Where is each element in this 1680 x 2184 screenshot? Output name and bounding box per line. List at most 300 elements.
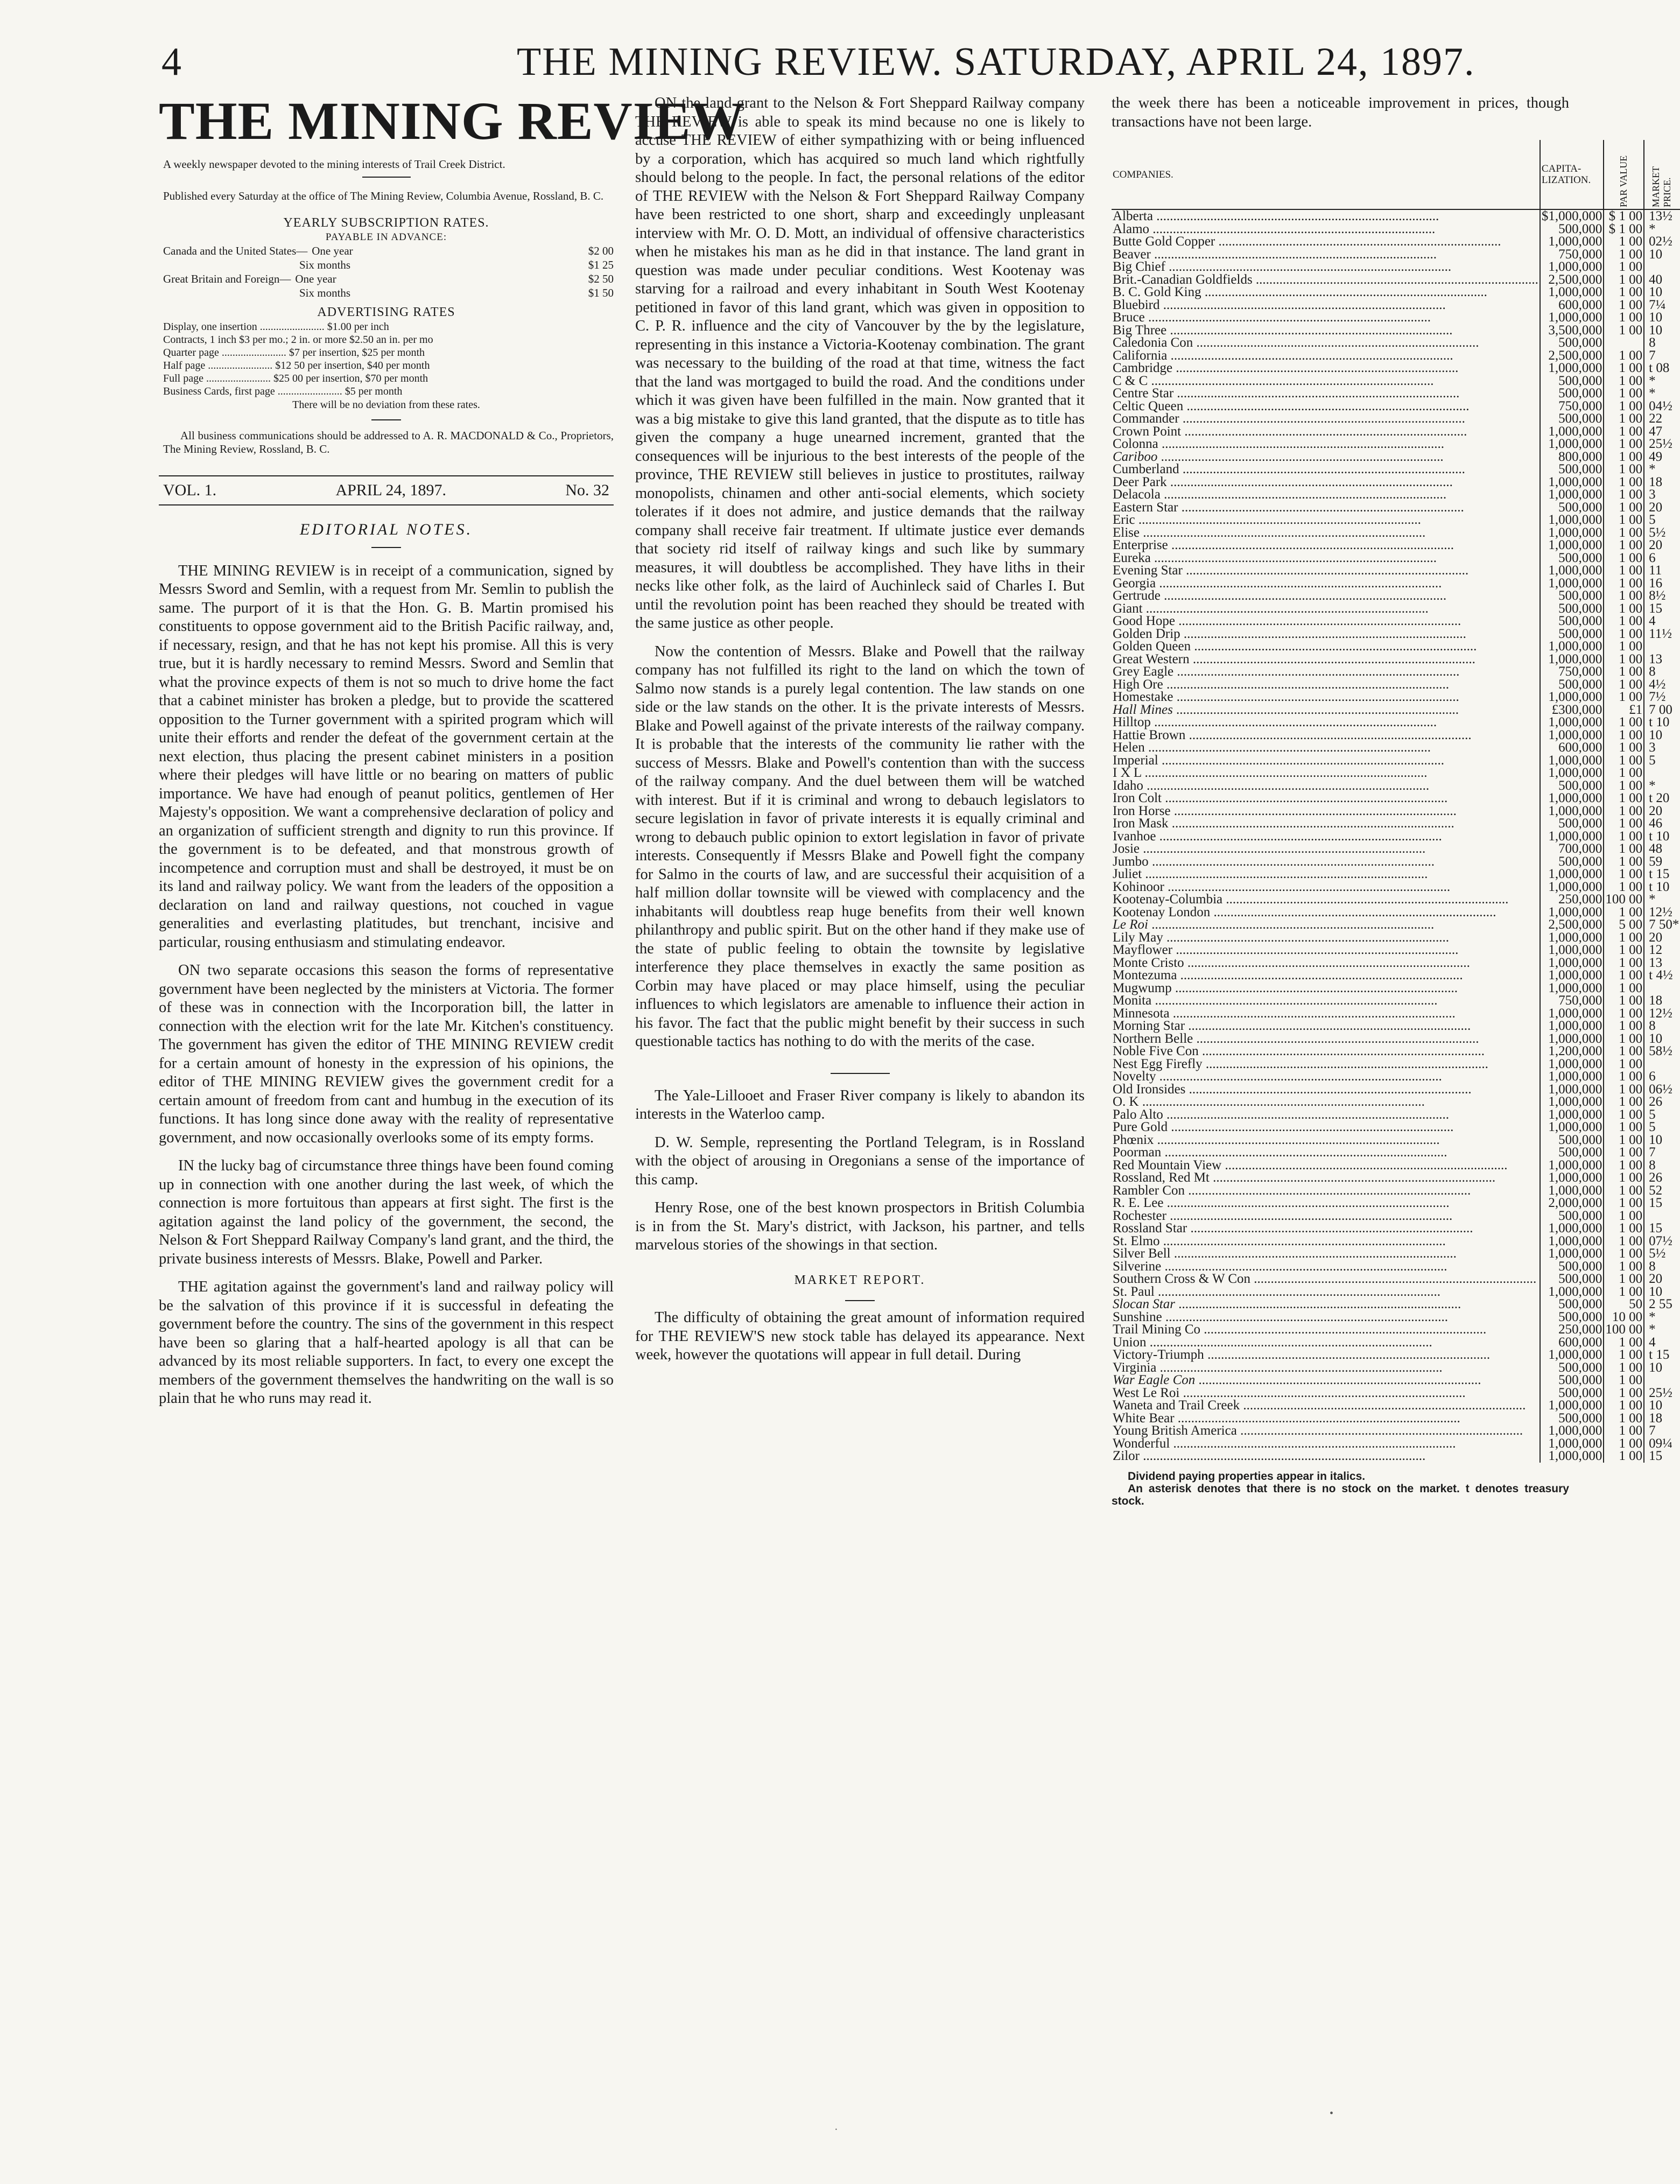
- company-name: [1112, 615, 1540, 628]
- capitalization: 1,000,000: [1540, 1349, 1604, 1361]
- capitalization: 500,000: [1540, 1311, 1604, 1324]
- company-label: St. Paul: [1113, 1284, 1155, 1299]
- stock-row: [1112, 539, 1680, 552]
- company-name: [1112, 438, 1540, 451]
- company-name: [1112, 1108, 1540, 1121]
- market-price: 8: [1644, 336, 1680, 349]
- company-name: [1112, 767, 1540, 780]
- par-value: 1 00: [1604, 1235, 1644, 1248]
- par-value: 1 00: [1604, 375, 1644, 388]
- par-value: 1 00: [1604, 589, 1644, 602]
- company-name: [1112, 868, 1540, 881]
- company-name: [1112, 476, 1540, 489]
- par-value: 1 00: [1604, 514, 1644, 526]
- left-column: [159, 91, 746, 1418]
- par-value: 1 00: [1604, 982, 1644, 995]
- capitalization: 500,000: [1540, 1134, 1604, 1147]
- capitalization: 1,000,000: [1540, 754, 1604, 767]
- market-price: 8: [1644, 1260, 1680, 1273]
- stock-row: [1112, 501, 1680, 514]
- capitalization: 2,500,000: [1540, 349, 1604, 362]
- par-value: 1 00: [1604, 463, 1644, 476]
- footnote-italics: Dividend paying properties appear in italics.: [1128, 1470, 1366, 1483]
- company-label: Poorman: [1113, 1145, 1162, 1160]
- company-name: [1112, 1450, 1540, 1463]
- company-name: [1112, 729, 1540, 742]
- company-name: [1112, 1286, 1540, 1298]
- capitalization: 600,000: [1540, 741, 1604, 754]
- capitalization: 500,000: [1540, 223, 1604, 236]
- par-value: 1 00: [1604, 1424, 1644, 1437]
- market-price: *: [1644, 223, 1680, 236]
- par-value: 1 00: [1604, 1033, 1644, 1045]
- stock-row: [1112, 1437, 1680, 1450]
- market-price: t 10: [1644, 881, 1680, 894]
- company-label: Bruce: [1113, 310, 1145, 325]
- market-paragraph: The difficulty of obtaining the great amount of information required for THE REVIEW'S new stock table has delayed its appearance. Next week, however the quotations will appear in full detail. During: [635, 1309, 1085, 1363]
- market-price: 7¼: [1644, 299, 1680, 312]
- divider: [362, 177, 411, 178]
- company-label: Montezuma: [1113, 968, 1177, 982]
- company-label: Ivanhoe: [1113, 828, 1156, 844]
- par-value: 1 00: [1604, 324, 1644, 337]
- divider: [831, 1073, 890, 1074]
- company-name: [1112, 261, 1540, 273]
- company-name: [1112, 1311, 1540, 1324]
- par-value: 1 00: [1604, 1134, 1644, 1147]
- divider: [371, 547, 401, 548]
- company-label: Bluebird: [1113, 297, 1160, 312]
- company-label: Grey Eagle: [1113, 664, 1174, 679]
- par-value: 1 00: [1604, 1349, 1644, 1361]
- company-name: [1112, 564, 1540, 577]
- stock-row: [1112, 552, 1680, 565]
- company-label: Lily May: [1113, 930, 1163, 945]
- par-value: 1 00: [1604, 1399, 1644, 1412]
- company-label: Victory-Triumph: [1113, 1347, 1204, 1362]
- news-item: The Yale-Lillooet and Fraser River company is likely to abandon its interests in the Waterloo camp.: [635, 1087, 1085, 1122]
- company-name: [1112, 1146, 1540, 1159]
- company-label: Georgia: [1113, 575, 1156, 591]
- capitalization: £300,000: [1540, 704, 1604, 717]
- capitalization: 500,000: [1540, 780, 1604, 792]
- issue-date: APRIL 24, 1897.: [335, 481, 447, 499]
- capitalization: 1,000,000: [1540, 1286, 1604, 1298]
- capitalization: 1,000,000: [1540, 729, 1604, 742]
- market-price: *: [1644, 1311, 1680, 1324]
- stock-row: [1112, 931, 1680, 944]
- par-value: 1 00: [1604, 855, 1644, 868]
- par-value: [1604, 336, 1644, 349]
- market-price: 09¼: [1644, 1437, 1680, 1450]
- par-value: 1 00: [1604, 1286, 1644, 1298]
- capitalization: 1,000,000: [1540, 1247, 1604, 1260]
- company-name: [1112, 1045, 1540, 1058]
- company-label: Great Western: [1113, 651, 1190, 666]
- par-value: 1 00: [1604, 805, 1644, 818]
- company-label: Iron Mask: [1113, 816, 1169, 831]
- stock-row: [1112, 1349, 1680, 1361]
- company-name: [1112, 1412, 1540, 1425]
- company-label: Virginia: [1113, 1360, 1157, 1375]
- company-label: War Eagle Con: [1113, 1373, 1196, 1387]
- company-label: Old Ironsides: [1113, 1082, 1186, 1097]
- stock-row: [1112, 387, 1680, 400]
- stock-row: [1112, 1323, 1680, 1336]
- company-label: Evening Star: [1113, 563, 1183, 578]
- par-value: 1 00: [1604, 1045, 1644, 1058]
- stock-row: [1112, 1058, 1680, 1071]
- adv-row: Display, one insertion ........................ $1.00 per inch: [163, 321, 389, 333]
- stock-row: [1112, 1412, 1680, 1425]
- company-label: B. C. Gold King: [1113, 285, 1201, 299]
- market-price: 26: [1644, 1095, 1680, 1108]
- company-name: [1112, 311, 1540, 324]
- par-value: 1 00: [1604, 1083, 1644, 1096]
- company-label: Monita: [1113, 993, 1152, 1008]
- market-price: 12: [1644, 944, 1680, 957]
- header-title: THE MINING REVIEW. SATURDAY, APRIL 24, 1897.: [517, 40, 1475, 84]
- market-price: 3: [1644, 488, 1680, 501]
- company-label: Enterprise: [1113, 538, 1168, 552]
- par-value: $ 1 00: [1604, 223, 1644, 236]
- adv-row: Quarter page ........................ $7 per insertion, $25 per month: [163, 347, 425, 359]
- capitalization: 1,000,000: [1540, 1095, 1604, 1108]
- market-price: 2 55: [1644, 1298, 1680, 1311]
- capitalization: 500,000: [1540, 1412, 1604, 1425]
- par-value: 1 00: [1604, 741, 1644, 754]
- col-capitalization: CAPITA-LIZATION.: [1540, 140, 1604, 209]
- capitalization: 500,000: [1540, 1374, 1604, 1387]
- company-label: Hall Mines: [1113, 702, 1173, 717]
- company-name: [1112, 539, 1540, 552]
- company-label: Hilltop: [1113, 715, 1151, 729]
- company-label: Pure Gold: [1113, 1120, 1168, 1134]
- market-price: *: [1644, 780, 1680, 792]
- advertising-heading: ADVERTISING RATES: [317, 305, 455, 319]
- par-value: 1 00: [1604, 425, 1644, 438]
- par-value: 1 00: [1604, 387, 1644, 400]
- market-price: [1644, 640, 1680, 653]
- par-value: 1 00: [1604, 1146, 1644, 1159]
- company-label: St. Elmo: [1113, 1233, 1160, 1248]
- company-name: [1112, 1247, 1540, 1260]
- stock-row: [1112, 577, 1680, 590]
- market-price: 25½: [1644, 1387, 1680, 1400]
- company-name: [1112, 1323, 1540, 1336]
- company-label: Noble Five Con: [1113, 1044, 1199, 1058]
- company-label: Monte Cristo: [1113, 955, 1184, 970]
- rate-row: Six months $1 25: [299, 258, 614, 271]
- stock-row: [1112, 1108, 1680, 1121]
- stock-row: [1112, 1286, 1680, 1298]
- company-label: Union: [1113, 1335, 1147, 1350]
- capitalization: 1,000,000: [1540, 526, 1604, 539]
- market-price: [1644, 982, 1680, 995]
- stock-row: [1112, 349, 1680, 362]
- company-label: Beaver: [1113, 247, 1151, 262]
- stock-table-header: [1112, 140, 1680, 209]
- market-price: 07½: [1644, 1235, 1680, 1248]
- capitalization: 1,000,000: [1540, 362, 1604, 375]
- market-price: 15: [1644, 1197, 1680, 1210]
- capitalization: 500,000: [1540, 589, 1604, 602]
- stock-row: [1112, 653, 1680, 666]
- company-name: [1112, 273, 1540, 286]
- stock-row: [1112, 1134, 1680, 1147]
- par-value: 1 00: [1604, 476, 1644, 489]
- stock-row: [1112, 463, 1680, 476]
- stock-row: [1112, 602, 1680, 615]
- market-price: 10: [1644, 729, 1680, 742]
- capitalization: 250,000: [1540, 1323, 1604, 1336]
- capitalization: 500,000: [1540, 1260, 1604, 1273]
- market-price: t 15: [1644, 868, 1680, 881]
- company-label: Big Chief: [1113, 259, 1165, 274]
- company-name: [1112, 1349, 1540, 1361]
- company-label: Slocan Star: [1113, 1297, 1175, 1311]
- company-label: Gertrude: [1113, 588, 1161, 603]
- capitalization: 500,000: [1540, 1361, 1604, 1374]
- company-label: Rossland, Red Mt: [1113, 1170, 1210, 1185]
- stock-row: [1112, 273, 1680, 286]
- stock-row: [1112, 1273, 1680, 1286]
- par-value: 1 00: [1604, 754, 1644, 767]
- par-value: 1 00: [1604, 640, 1644, 653]
- market-price: 7: [1644, 1146, 1680, 1159]
- capitalization: 1,000,000: [1540, 653, 1604, 666]
- stock-row: [1112, 855, 1680, 868]
- company-name: [1112, 1399, 1540, 1412]
- capitalization: 500,000: [1540, 387, 1604, 400]
- stock-row: [1112, 1045, 1680, 1058]
- market-price: 10: [1644, 1134, 1680, 1147]
- company-label: Kootenay-Columbia: [1113, 892, 1223, 907]
- company-label: Homestake: [1113, 690, 1173, 704]
- market-price: 7: [1644, 349, 1680, 362]
- par-value: 1 00: [1604, 248, 1644, 261]
- market-price: 4½: [1644, 678, 1680, 691]
- market-price: 6: [1644, 1070, 1680, 1083]
- stock-row: [1112, 893, 1680, 906]
- print-speck: •: [1330, 2108, 1334, 2119]
- stock-row: [1112, 640, 1680, 653]
- capitalization: 1,000,000: [1540, 577, 1604, 590]
- capitalization: 750,000: [1540, 665, 1604, 678]
- market-price: 5½: [1644, 1247, 1680, 1260]
- capitalization: 1,000,000: [1540, 235, 1604, 248]
- table-footnote: [1112, 1470, 1569, 1507]
- company-name: [1112, 552, 1540, 565]
- paper-title: THE MINING REVIEW: [159, 91, 746, 151]
- market-price: *: [1644, 375, 1680, 388]
- stock-row: [1112, 957, 1680, 970]
- par-value: 1 00: [1604, 729, 1644, 742]
- stock-row: [1112, 1095, 1680, 1108]
- company-name: [1112, 691, 1540, 704]
- par-value: 1 00: [1604, 1247, 1644, 1260]
- company-name: [1112, 716, 1540, 729]
- capitalization: 1,000,000: [1540, 564, 1604, 577]
- capitalization: 1,000,000: [1540, 1007, 1604, 1020]
- company-name: [1112, 209, 1540, 223]
- stock-row: [1112, 1121, 1680, 1134]
- company-label: Big Three: [1113, 322, 1167, 338]
- stock-row: [1112, 805, 1680, 818]
- capitalization: 500,000: [1540, 1273, 1604, 1286]
- company-name: [1112, 526, 1540, 539]
- stock-row: [1112, 1399, 1680, 1412]
- par-value: 10 00: [1604, 1311, 1644, 1324]
- capitalization: 1,000,000: [1540, 476, 1604, 489]
- company-name: [1112, 918, 1540, 931]
- stock-row: [1112, 375, 1680, 388]
- company-name: [1112, 1260, 1540, 1273]
- company-name: [1112, 501, 1540, 514]
- company-label: Centre Star: [1113, 386, 1174, 401]
- market-price: [1644, 1374, 1680, 1387]
- market-price: *: [1644, 387, 1680, 400]
- capitalization: 500,000: [1540, 817, 1604, 830]
- stock-row: [1112, 1361, 1680, 1374]
- stock-row: [1112, 412, 1680, 425]
- company-label: Imperial: [1113, 753, 1158, 768]
- capitalization: 1,000,000: [1540, 311, 1604, 324]
- col-market-price: MARKET PRICE.: [1644, 140, 1680, 209]
- par-value: 1 00: [1604, 1058, 1644, 1071]
- capitalization: 2,500,000: [1540, 273, 1604, 286]
- par-value: 1 00: [1604, 969, 1644, 982]
- adv-row: Business Cards, first page ........................ $5 per month: [163, 385, 403, 397]
- company-name: [1112, 855, 1540, 868]
- market-price: 18: [1644, 1412, 1680, 1425]
- company-label: Minnesota: [1113, 1006, 1170, 1021]
- stock-row: [1112, 1222, 1680, 1235]
- par-value: 1 00: [1604, 349, 1644, 362]
- stock-row: [1112, 628, 1680, 641]
- company-name: [1112, 602, 1540, 615]
- stock-row: [1112, 514, 1680, 526]
- par-value: 1 00: [1604, 1273, 1644, 1286]
- rate-row: Six months $1 50: [299, 286, 614, 299]
- company-name: [1112, 931, 1540, 944]
- stock-row: [1112, 451, 1680, 464]
- company-label: White Bear: [1113, 1410, 1175, 1425]
- company-name: [1112, 817, 1540, 830]
- capitalization: 1,000,000: [1540, 792, 1604, 805]
- par-value: 1 00: [1604, 602, 1644, 615]
- par-value: 1 00: [1604, 665, 1644, 678]
- company-label: Silverine: [1113, 1259, 1162, 1274]
- company-label: Colonna: [1113, 437, 1158, 451]
- company-label: I X L: [1113, 766, 1142, 780]
- company-name: [1112, 1083, 1540, 1096]
- rate-row: Great Britain and Foreign— One year $2 50: [163, 272, 614, 285]
- news-item: Henry Rose, one of the best known prospectors in British Columbia is in from the St. Mary's district, with Jackson, his partner, and tells marvelous stories of the showings in that section.: [635, 1199, 1085, 1253]
- company-label: Eastern Star: [1113, 500, 1178, 515]
- company-name: [1112, 1298, 1540, 1311]
- stock-row: [1112, 1083, 1680, 1096]
- stock-row: [1112, 1387, 1680, 1400]
- market-price: 20: [1644, 539, 1680, 552]
- stock-row: [1112, 526, 1680, 539]
- company-label: Helen: [1113, 740, 1145, 755]
- market-price: 10: [1644, 311, 1680, 324]
- par-value: 1 00: [1604, 1374, 1644, 1387]
- stock-row: [1112, 1146, 1680, 1159]
- market-report-heading: MARKET REPORT.: [794, 1273, 926, 1287]
- market-price: *: [1644, 1323, 1680, 1336]
- company-name: [1112, 1197, 1540, 1210]
- market-price: 10: [1644, 1399, 1680, 1412]
- company-name: [1112, 982, 1540, 995]
- company-name: [1112, 1171, 1540, 1184]
- par-value: 1 00: [1604, 881, 1644, 894]
- market-price: 7½: [1644, 691, 1680, 704]
- capitalization: 1,000,000: [1540, 425, 1604, 438]
- stock-row: [1112, 336, 1680, 349]
- market-price: 06½: [1644, 1083, 1680, 1096]
- rate-row: Canada and the United States— One year $2 00: [163, 244, 614, 257]
- stock-row: [1112, 1007, 1680, 1020]
- company-label: Mayflower: [1113, 943, 1173, 957]
- stock-row: [1112, 400, 1680, 413]
- company-name: [1112, 1058, 1540, 1071]
- company-name: [1112, 1121, 1540, 1134]
- market-price: 10: [1644, 286, 1680, 299]
- editorial-paragraph: ON two separate occasions this season the forms of representative government have been neglected by the ministers at Victoria. The former of these was in connection with the Incorporation bill, the latter in connection with the election writ for the late Mr. Kitchen's constituency. The government has given the editor of THE MINING REVIEW credit for a certain amount of honesty in the expression of his opinions, the editor of THE MINING REVIEW gives the government credit for a certain amount of freedom from cant and humbug in the execution of its functions. It has long since done away with the reality of representative government, and now occasionally overlooks some of its empty forms.: [159, 962, 614, 1146]
- company-label: Hattie Brown: [1113, 727, 1186, 742]
- stock-row: [1112, 830, 1680, 843]
- company-label: Good Hope: [1113, 614, 1175, 628]
- company-label: Eureka: [1113, 550, 1151, 565]
- market-price: 58½: [1644, 1045, 1680, 1058]
- company-label: Morning Star: [1113, 1019, 1185, 1033]
- par-value: 1 00: [1604, 1222, 1644, 1235]
- stock-row: [1112, 704, 1680, 717]
- stock-row: [1112, 1171, 1680, 1184]
- par-value: 1 00: [1604, 299, 1644, 312]
- par-value: 1 00: [1604, 400, 1644, 413]
- company-label: Southern Cross & W Con: [1113, 1272, 1251, 1286]
- news-item: D. W. Semple, representing the Portland Telegram, is in Rossland with the object of arousing in Oregonians a sense of the importance of this camp.: [635, 1134, 1085, 1188]
- par-value: 1 00: [1604, 1412, 1644, 1425]
- market-price: 13½: [1644, 209, 1680, 223]
- par-value: 1 00: [1604, 488, 1644, 501]
- par-value: 1 00: [1604, 957, 1644, 970]
- market-price: 46: [1644, 817, 1680, 830]
- company-label: Alberta: [1113, 209, 1153, 223]
- par-value: 1 00: [1604, 691, 1644, 704]
- company-label: Iron Horse: [1113, 803, 1171, 818]
- company-name: [1112, 577, 1540, 590]
- stock-row: [1112, 1260, 1680, 1273]
- capitalization: 1,000,000: [1540, 1171, 1604, 1184]
- address-note: All business communications should be addressed to A. R. MACDONALD & Co., Proprietors, The Mining Review, Rossland, B. C.: [163, 429, 614, 455]
- page-number: 4: [161, 40, 182, 84]
- market-price: 49: [1644, 451, 1680, 464]
- tagline: A weekly newspaper devoted to the mining interests of Trail Creek District.: [163, 158, 505, 171]
- market-price: t 10: [1644, 830, 1680, 843]
- company-name: [1112, 1184, 1540, 1197]
- editorial-paragraph: IN the lucky bag of circumstance three things have been found coming up in connection with one another during the last week, of which the connection is more fortuitous than appears at first sight. The first is the agitation against the land policy of the government, the second, the Nelson & Fort Sheppard Railway Company's land grant, and the third, the private business interests of Messrs. Blake, Powell and Parker.: [159, 1157, 614, 1267]
- publication-info: Published every Saturday at the office of The Mining Review, Columbia Avenue, Rossland, B. C.: [163, 189, 604, 202]
- market-price: 40: [1644, 273, 1680, 286]
- company-name: [1112, 792, 1540, 805]
- company-name: [1112, 349, 1540, 362]
- capitalization: 1,000,000: [1540, 261, 1604, 273]
- advertising-rates: [159, 320, 614, 398]
